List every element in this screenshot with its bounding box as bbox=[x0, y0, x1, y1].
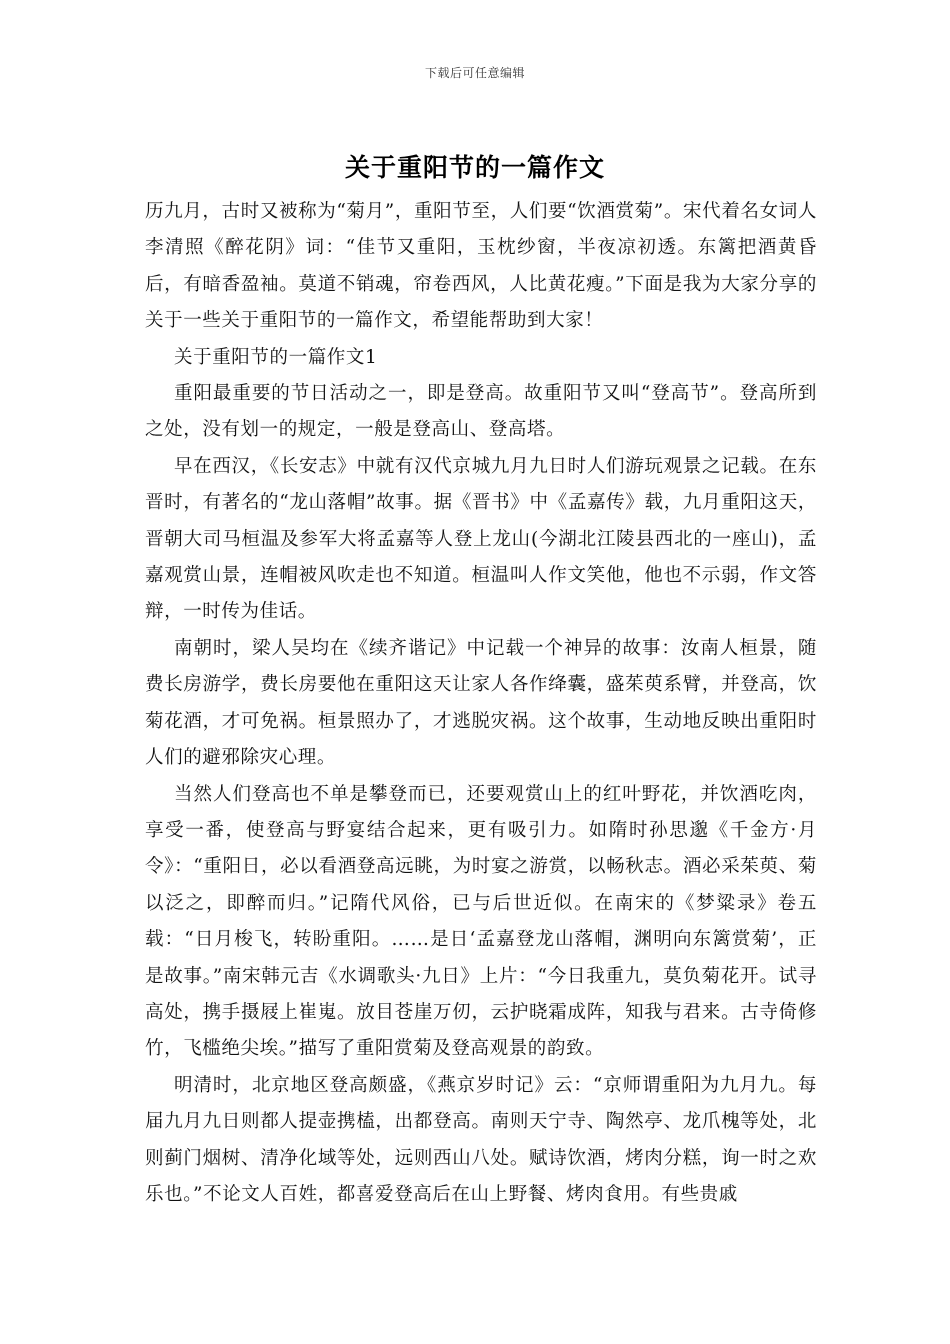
header-note: 下载后可任意编辑 bbox=[424, 66, 525, 80]
paragraph: 南朝时，梁人吴均在《续齐谐记》中记载一个神异的故事：汝南人桓景，随费长房游学，费长房要他在重阳这天让家人各作绛囊，盛茱萸系臂，并登高，饮菊花酒，才可免祸。桓景照办了，才逃脱灾祸。这个故事，生动地反映出重阳时人们的避邪除灾心理。 bbox=[145, 637, 817, 769]
paragraph: 明清时，北京地区登高颇盛，《燕京岁时记》云：“京师谓重阳为九月九。每届九月九日则都人提壶携榼，出都登高。南则天宁寺、陶然亭、龙爪槐等处，北则蓟门烟树、清净化域等处，远则西山八处。赋诗饮酒，烤肉分糕，询一时之欢乐也。”不论文人百姓，都喜爱登高后在山上野餐、烤肉食用。有些贵戚 bbox=[145, 1074, 817, 1205]
paragraph-intro: 历九月，古时又被称为“菊月”，重阳节至，人们要“饮酒赏菊”。宋代着名女词人李清照《醉花阴》词：“佳节又重阳，玉枕纱窗，半夜凉初透。东篱把酒黄昏后，有暗香盈袖。莫道不销魂，帘卷西风，人比黄花瘦。”下面是我为大家分享的关于一些关于重阳节的一篇作文，希望能帮助到大家！ bbox=[145, 201, 817, 332]
document-body bbox=[145, 194, 817, 1213]
paragraph: 早在西汉，《长安志》中就有汉代京城九月九日时人们游玩观景之记载。在东晋时，有著名的“龙山落帽”故事。据《晋书》中《孟嘉传》载，九月重阳这天，晋朝大司马桓温及参军大将孟嘉等人登上龙山(今湖北江陵县西北的一座山)，孟嘉观赏山景，连帽被风吹走也不知道。桓温叫人作文笑他，他也不示弱，作文答辩，一时传为佳话。 bbox=[145, 455, 817, 623]
paragraph: 重阳最重要的节日活动之一，即是登高。故重阳节又叫“登高节”。登高所到之处，没有划一的规定，一般是登高山、登高塔。 bbox=[145, 383, 817, 441]
paragraph: 当然人们登高也不单是攀登而已，还要观赏山上的红叶野花，并饮酒吃肉，享受一番，使登高与野宴结合起来，更有吸引力。如隋时孙思邈《千金方·月令》：“重阳日，必以看酒登高远眺，为时宴之游赏，以畅秋志。酒必采茱萸、菊以泛之，即醉而归。”记隋代风俗，已与后世近似。在南宋的《梦粱录》卷五载：“日月梭飞，转盼重阳。……是日‘孟嘉登龙山落帽，渊明向东篱赏菊’，正是故事。”南宋韩元吉《水调歌头·九日》上片：“今日我重九，莫负菊花开。试寻高处，携手摄屐上崔嵬。放目苍崖万仞，云护晓霜成阵，知我与君来。古寺倚修竹，飞槛绝尖埃。”描写了重阳赏菊及登高观景的韵致。 bbox=[145, 783, 817, 1060]
document-title: 关于重阳节的一篇作文 bbox=[344, 153, 605, 182]
section-heading: 关于重阳节的一篇作文1 bbox=[174, 346, 378, 368]
